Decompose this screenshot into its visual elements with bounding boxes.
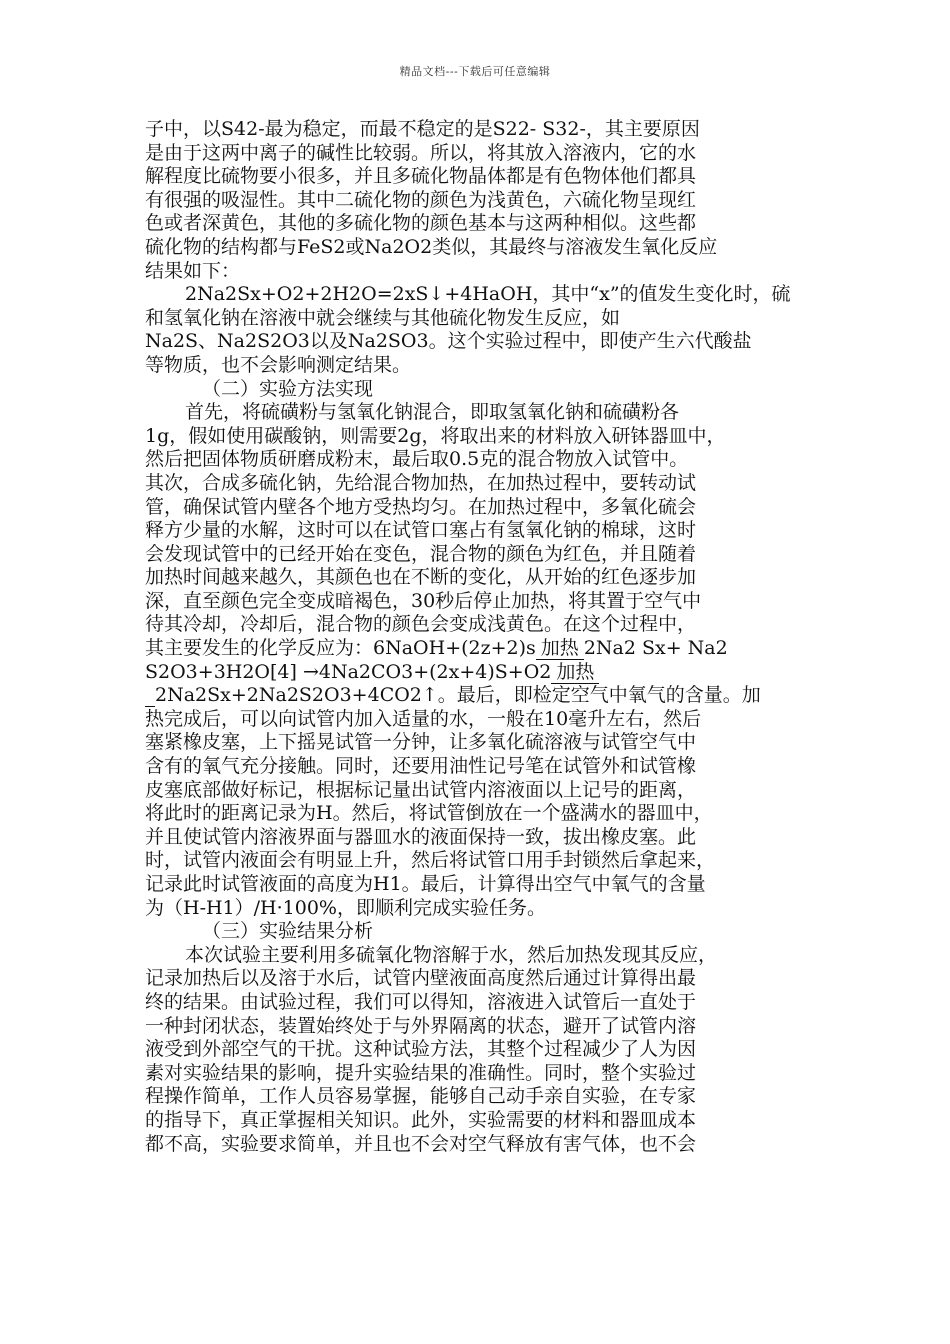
text-line: 其次，合成多硫化钠，先给混合物加热，在加热过程中，要转动试 bbox=[145, 471, 697, 494]
equation-line bbox=[145, 661, 805, 685]
text-line: 色或者深黄色，其他的多硫化物的颜色基本与这两种相似。这些都 bbox=[145, 212, 697, 235]
reaction-condition: 加热 bbox=[551, 661, 599, 684]
equation-part: 2Na2 Sx+ Na2 bbox=[583, 637, 728, 660]
equation-line: 2Na2Sx+O2+2H2O=2xS↓+4HaOH，其中“x”的值发生变化时，硫 bbox=[185, 283, 791, 306]
equation-underline bbox=[145, 684, 155, 707]
text-line: 然后把固体物质研磨成粉末，最后取0.5克的混合物放入试管中。 bbox=[145, 448, 689, 471]
equation-part: S2O3+3H2O[4] →4Na2CO3+(2x+4)S+O2 bbox=[145, 660, 552, 683]
text-line: 结果如下： bbox=[145, 259, 241, 282]
text-line: 并且使试管内溶液界面与器皿水的液面保持一致，拔出橡皮塞。此 bbox=[145, 825, 697, 848]
text-line: 一种封闭状态，装置始终处于与外界隔离的状态，避开了试管内溶 bbox=[145, 1014, 697, 1037]
text-line: 的指导下，真正掌握相关知识。此外，实验需要的材料和器皿成本 bbox=[145, 1108, 697, 1131]
text-line: 终的结果。由试验过程，我们可以得知，溶液进入试管后一直处于 bbox=[145, 990, 697, 1013]
text-line: 1g，假如使用碳酸钠，则需要2g，将取出来的材料放入研钵器皿中， bbox=[145, 424, 726, 447]
text-line: 液受到外部空气的干扰。这种试验方法，其整个过程减少了人为因 bbox=[145, 1038, 697, 1061]
text-line: 为（H-H1）/H·100%，即顺利完成实验任务。 bbox=[145, 896, 546, 919]
equation-part: 其主要发生的化学反应为：6NaOH+(2z+2)s bbox=[145, 637, 536, 660]
text-line: 记录加热后以及溶于水后，试管内壁液面高度然后通过计算得出最 bbox=[145, 967, 697, 990]
text-line: Na2S、Na2S2O3以及Na2SO3。这个实验过程中，即使产生六代酸盐 bbox=[145, 330, 752, 353]
text-line: 塞紧橡皮塞，上下摇晃试管一分钟，让多氧化硫溶液与试管空气中 bbox=[145, 731, 697, 754]
text-line: 管，确保试管内壁各个地方受热均匀。在加热过程中，多氧化硫会 bbox=[145, 495, 697, 518]
text-line: 会发现试管中的已经开始在变色，混合物的颜色为红色，并且随着 bbox=[145, 542, 697, 565]
section-heading: （三）实验结果分析 bbox=[202, 920, 374, 943]
equation-line bbox=[145, 637, 805, 661]
text-line: 硫化物的结构都与FeS2或Na2O2类似，其最终与溶液发生氧化反应 bbox=[145, 235, 718, 258]
text-line: 解程度比硫物要小很多，并且多硫化物晶体都是有色物体他们都具 bbox=[145, 165, 697, 188]
text-line: 加热时间越来越久，其颜色也在不断的变化，从开始的红色逐步加 bbox=[145, 566, 697, 589]
body-text bbox=[145, 118, 805, 1156]
text-line: 皮塞底部做好标记，根据标记量出试管内溶液面以上记号的距离， bbox=[145, 778, 697, 801]
text-line: 等物质，也不会影响测定结果。 bbox=[145, 353, 412, 376]
text-line: 首先，将硫磺粉与氢氧化钠混合，即取氢氧化钠和硫磺粉各 bbox=[185, 401, 680, 424]
text-line: 热完成后，可以向试管内加入适量的水，一般在10毫升左右，然后 bbox=[145, 707, 702, 730]
page-header: 精品文档---下载后可任意编辑 bbox=[399, 65, 551, 78]
text-line: 将此时的距离记录为H。然后，将试管倒放在一个盛满水的器皿中， bbox=[145, 802, 713, 825]
text-line: 释方少量的水解，这时可以在试管口塞占有氢氧化钠的棉球，这时 bbox=[145, 519, 697, 542]
text-line: 待其冷却，冷却后，混合物的颜色会变成浅黄色。在这个过程中， bbox=[145, 613, 697, 636]
text-line: 深，直至颜色完全变成暗褐色，30秒后停止加热，将其置于空气中 bbox=[145, 589, 702, 612]
text-line: 和氢氧化钠在溶液中就会继续与其他硫化物发生反应，如 bbox=[145, 306, 621, 329]
text-line: 是由于这两中离子的碱性比较弱。所以，将其放入溶液内，它的水 bbox=[145, 141, 697, 164]
text-line: 记录此时试管液面的高度为H1。最后，计算得出空气中氧气的含量 bbox=[145, 873, 706, 895]
text-line: 时，试管内液面会有明显上升，然后将试管口用手封锁然后拿起来， bbox=[145, 849, 716, 872]
equation-part: 2Na2Sx+2Na2S2O3+4CO2↑。最后，即检定空气中氧气的含量。加 bbox=[155, 684, 761, 707]
text-line: 有很强的吸湿性。其中二硫化物的颜色为浅黄色，六硫化物呈现红 bbox=[145, 188, 697, 211]
text-line: 素对实验结果的影响，提升实验结果的准确性。同时，整个实验过 bbox=[145, 1061, 697, 1084]
section-heading: （二）实验方法实现 bbox=[202, 377, 374, 400]
text-line: 程操作简单，工作人员容易掌握，能够自己动手亲自实验，在专家 bbox=[145, 1085, 697, 1108]
text-line: 子中，以S42-最为稳定，而最不稳定的是S22- S32-，其主要原因 bbox=[145, 118, 700, 140]
text-line: 都不高，实验要求简单，并且也不会对空气释放有害气体，也不会 bbox=[145, 1132, 697, 1155]
text-line: 本次试验主要利用多硫氧化物溶解于水，然后加热发现其反应， bbox=[185, 943, 718, 966]
equation-line bbox=[145, 684, 805, 708]
text-line: 含有的氧气充分接触。同时，还要用油性记号笔在试管外和试管橡 bbox=[145, 755, 697, 778]
reaction-condition: 加热 bbox=[536, 637, 584, 660]
